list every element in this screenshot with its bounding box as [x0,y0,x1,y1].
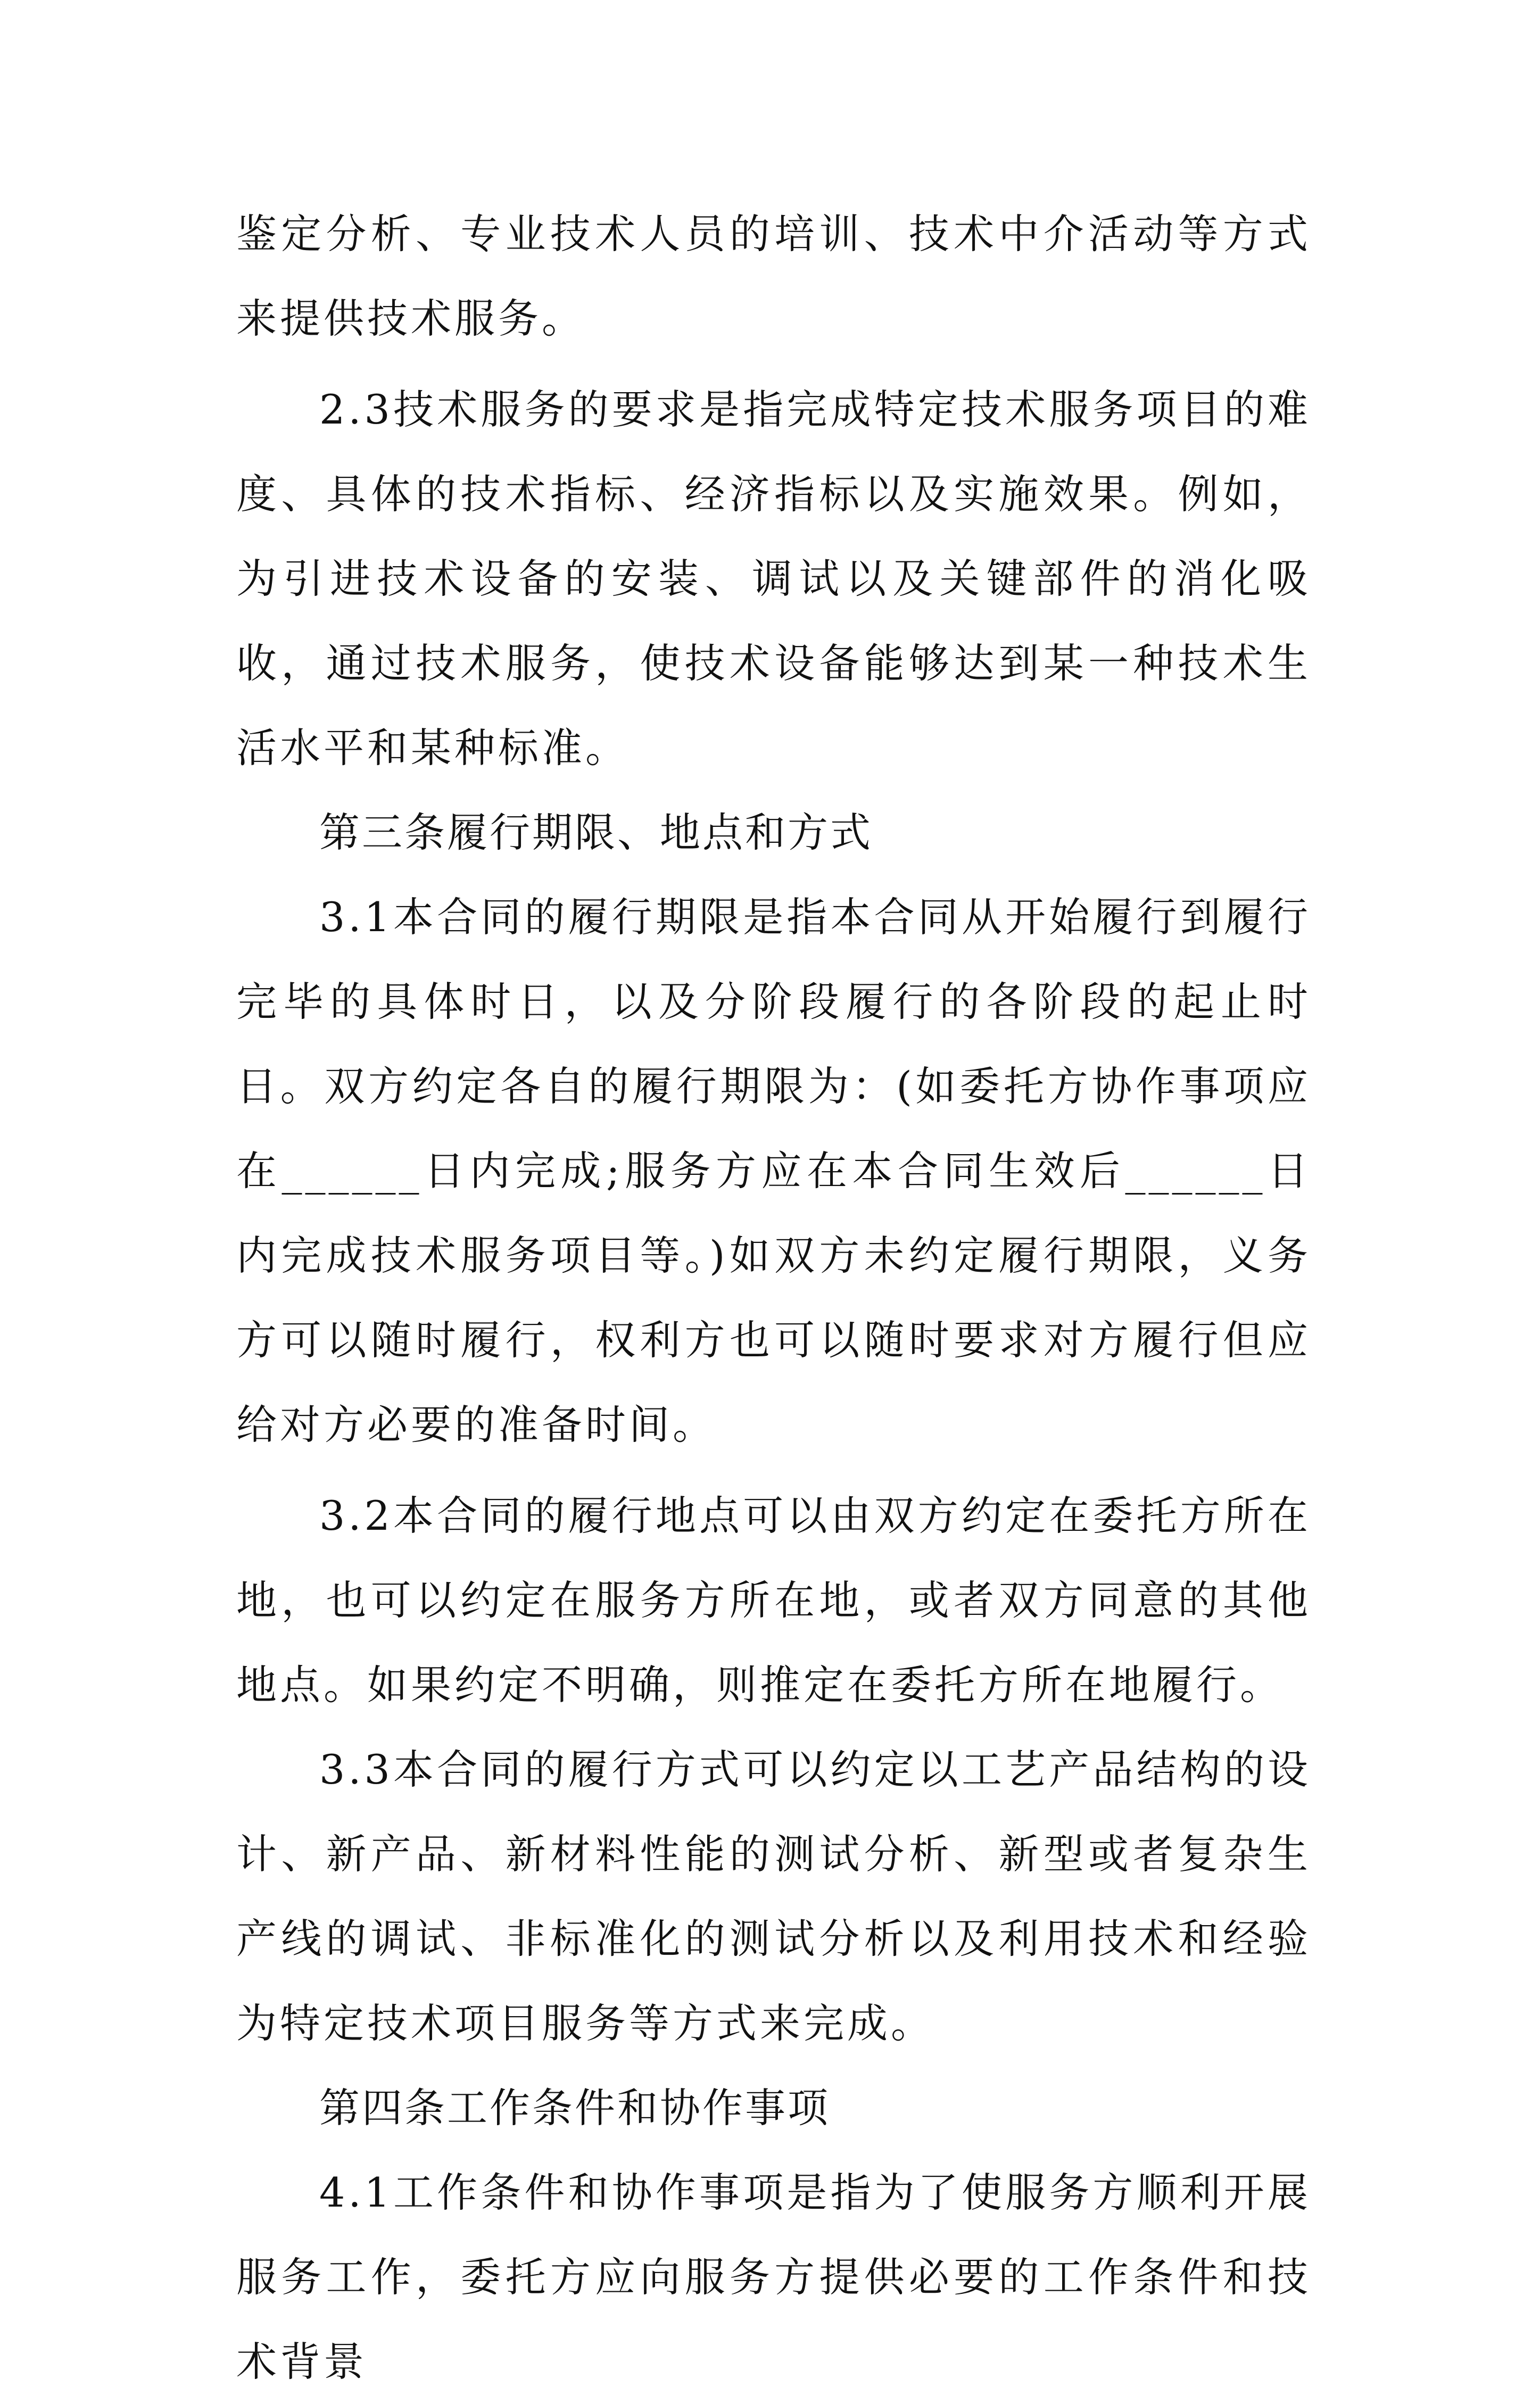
paragraph-continuation: 鉴定分析、专业技术人员的培训、技术中介活动等方式来提供技术服务。 [236,210,1311,342]
paragraph-3-2: 3.2本合同的履行地点可以由双方约定在委托方所在地，也可以约定在服务方所在地，或者双方同意的其他地点。如果约定不明确，则推定在委托方所在地履行。 [236,1492,1311,1709]
paragraph-3-1: 3.1本合同的履行期限是指本合同从开始履行到履行完毕的具体时日，以及分阶段履行的各阶段的起止时日。双方约定各自的履行期限为：(如委托方协作事项应在______日内完成;服务方应在本合同生效后______日内完成技术服务项目等。)如双方未约定履行期限，义务方可以随时履行，权利方也可以随时要求对方履行但应给对方必要的准备时间。 [236,893,1311,1448]
section-heading-article-3: 第三条履行期限、地点和方式 [319,809,873,856]
paragraph-2-3: 2.3技术服务的要求是指完成特定技术服务项目的难度、具体的技术指标、经济指标以及实施效果。例如，为引进技术设备的安装、调试以及关键部件的消化吸收，通过技术服务，使技术设备能够达到某一种技术生活水平和某种标准。 [236,386,1311,772]
document-body [236,192,1311,2404]
paragraph-4-1: 4.1工作条件和协作事项是指为了使服务方顺利开展服务工作，委托方应向服务方提供必要的工作条件和技术背景 [236,2169,1311,2385]
paragraph-3-3: 3.3本合同的履行方式可以约定以工艺产品结构的设计、新产品、新材料性能的测试分析、新型或者复杂生产线的调试、非标准化的测试分析以及利用技术和经验为特定技术项目服务等方式来完成。 [236,1746,1311,2047]
section-heading-article-4: 第四条工作条件和协作事项 [319,2084,830,2132]
